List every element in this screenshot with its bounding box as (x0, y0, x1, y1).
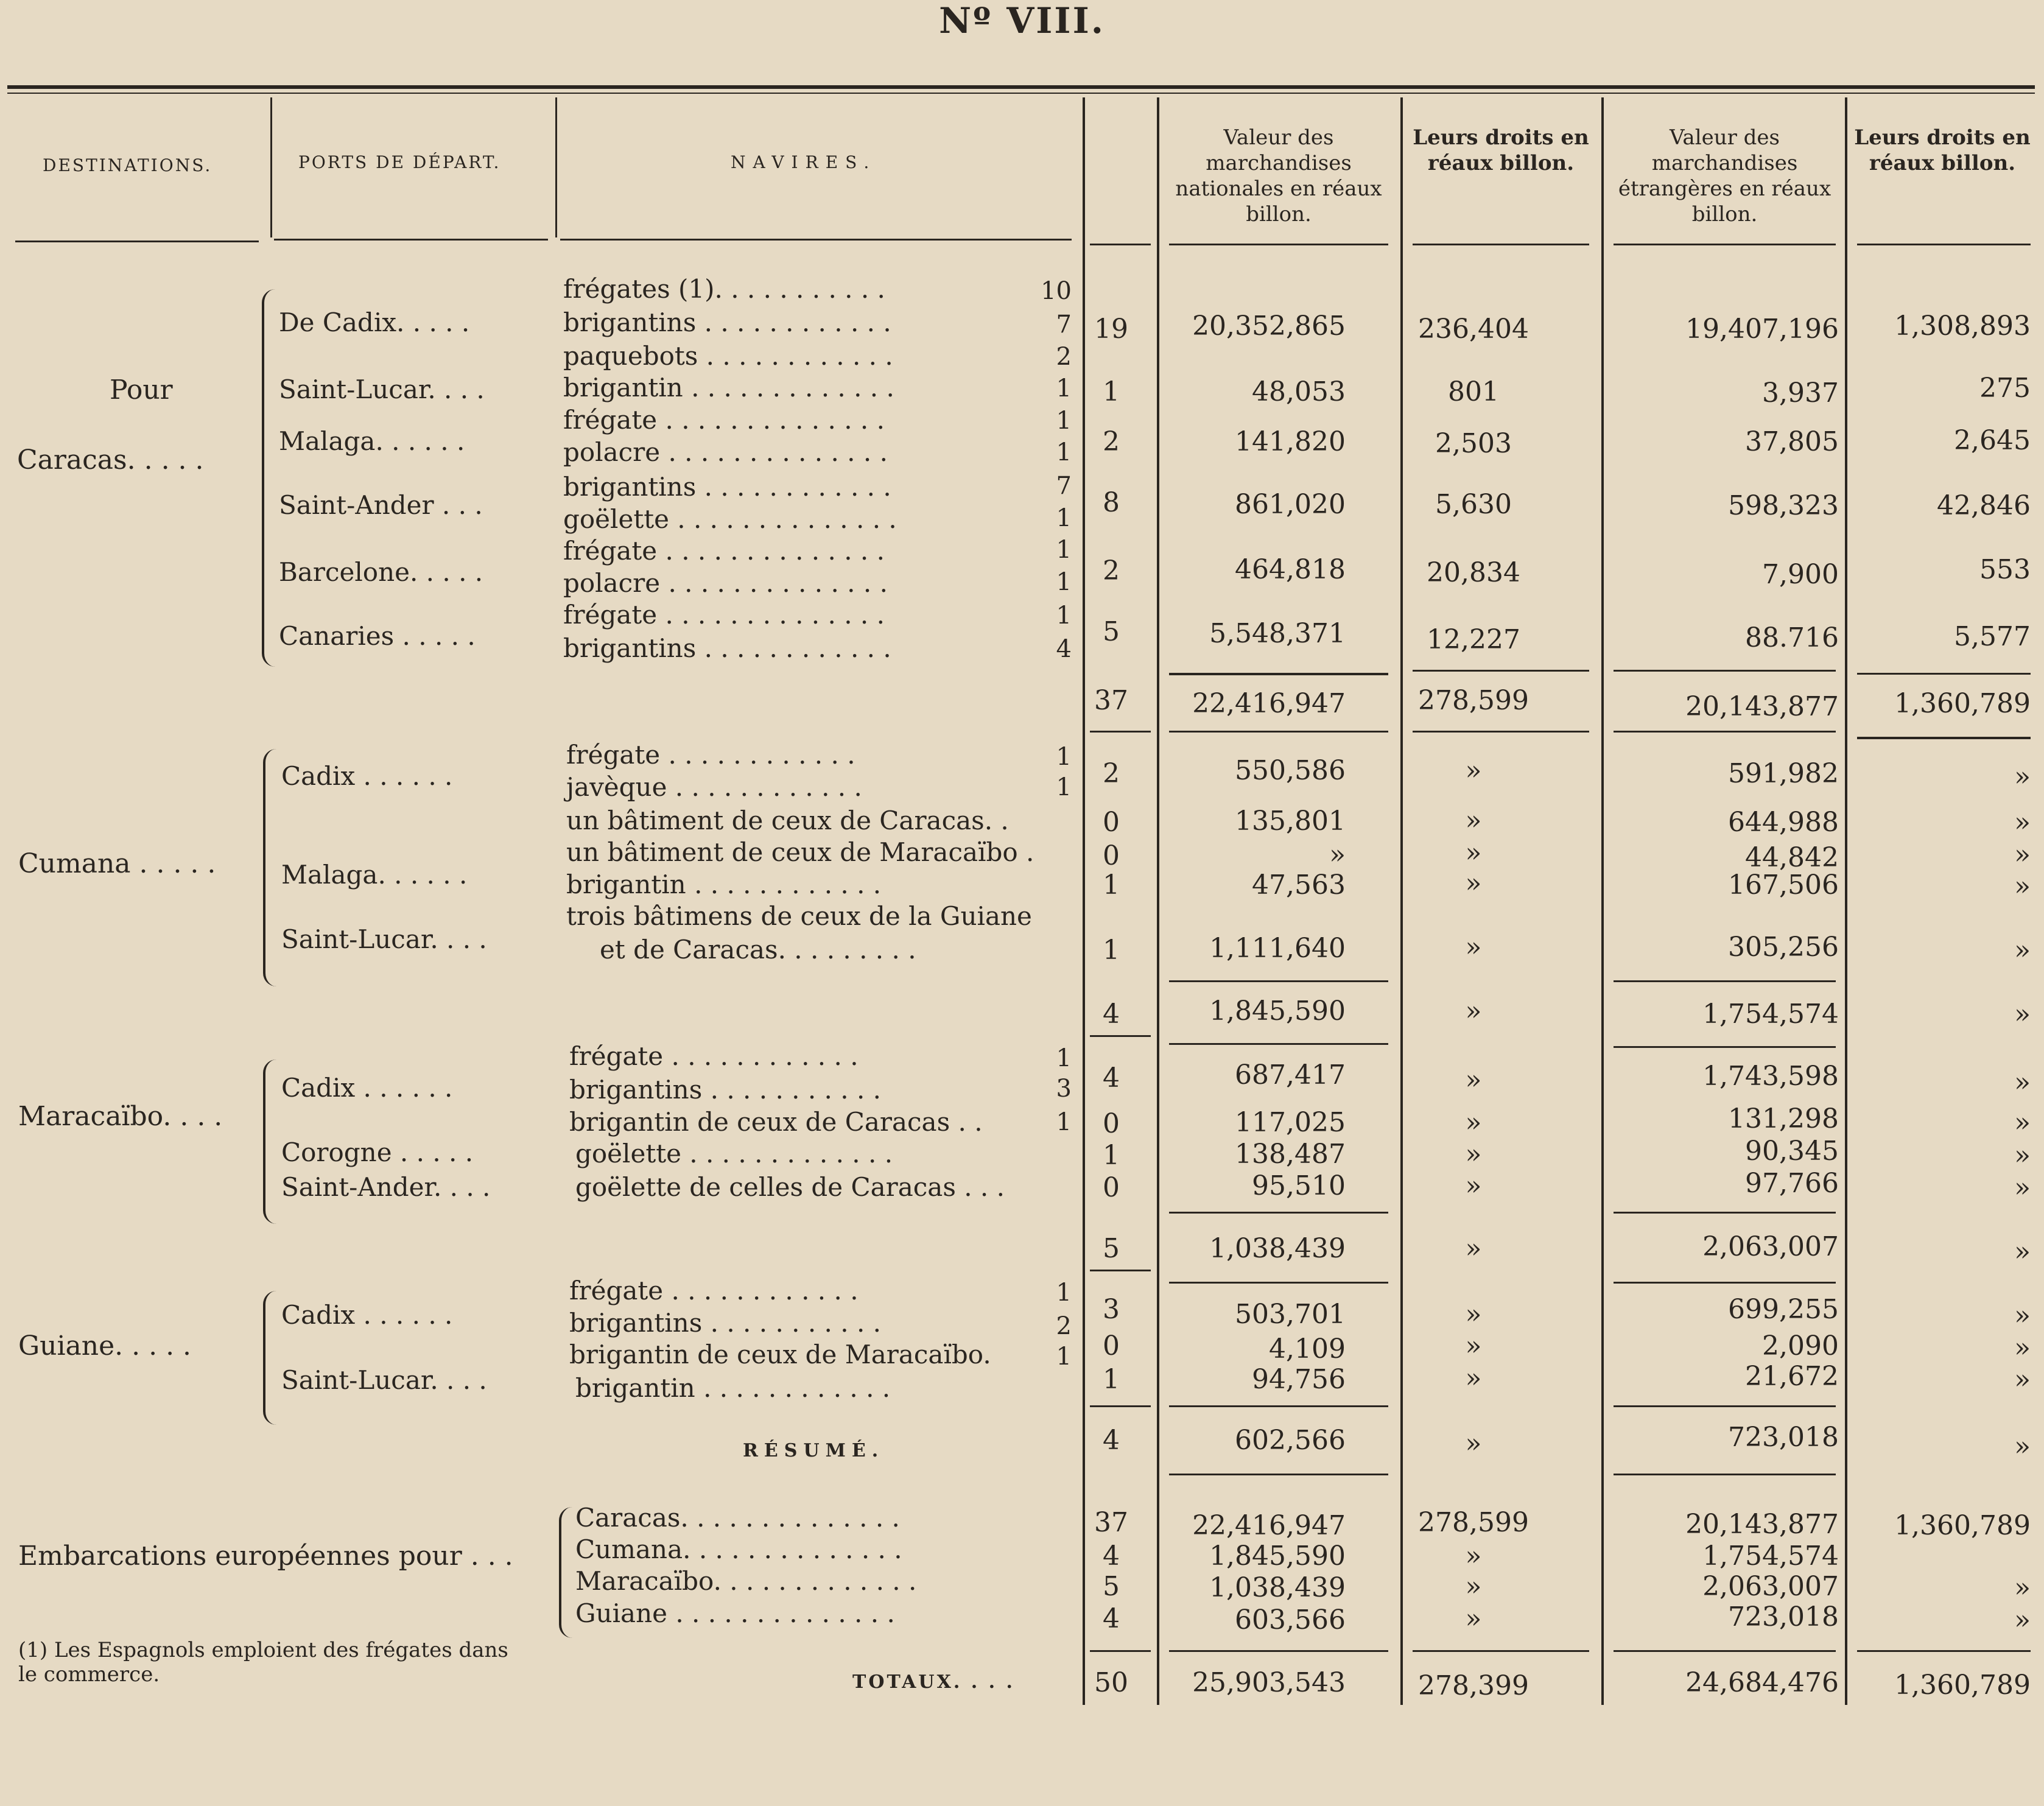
ship-count: 1 (1056, 743, 1072, 771)
cell-v2: 19,407,196 (1685, 314, 1839, 345)
cell-d1: 2,503 (1435, 428, 1512, 459)
ship: brigantins . . . . . . . . . . . . (563, 633, 891, 663)
cell-d2: » (2014, 935, 2031, 966)
cell-n: 1 (1103, 935, 1120, 966)
cell-d1: » (1465, 1064, 1482, 1095)
ship: brigantins . . . . . . . . . . . . (563, 472, 891, 502)
totaux-n: 50 (1094, 1667, 1128, 1698)
cell-v2: 37,805 (1745, 426, 1839, 457)
cell-d2: 42,846 (1937, 490, 2031, 521)
totaux-v1: 25,903,543 (1192, 1667, 1346, 1698)
port: Barcelone. . . . . (279, 557, 483, 587)
cell-v2: 305,256 (1728, 932, 1839, 963)
cell-v2: 2,063,007 (1702, 1571, 1839, 1602)
cell-d1: 12,227 (1427, 624, 1520, 655)
maracaibo-brace (263, 1059, 276, 1224)
cell-n: 2 (1103, 758, 1120, 789)
cell-v1: 95,510 (1252, 1170, 1346, 1201)
cell-n: 5 (1103, 1571, 1120, 1602)
subtotal-rule (1614, 980, 1836, 982)
top-rule-thin (7, 93, 2035, 94)
totals-rule (1090, 1650, 1151, 1652)
cell-v1: 22,416,947 (1192, 1510, 1346, 1541)
cell-d2: 2,645 (1954, 425, 2031, 456)
cell-d2: 5,577 (1954, 621, 2031, 652)
section-rule (1413, 731, 1589, 733)
top-rule (7, 85, 2035, 89)
ship: goëlette . . . . . . . . . . . . . (575, 1139, 893, 1168)
resume-item: Caracas. . . . . . . . . . . . . . (575, 1503, 900, 1533)
section-rule (1169, 1043, 1388, 1045)
cell-n: 4 (1103, 1541, 1120, 1572)
header-ports: PORTS DE DÉPART. (298, 152, 501, 172)
cell-d1: » (1465, 868, 1482, 899)
cell-n: 1 (1103, 870, 1120, 901)
ship-count: 7 (1056, 311, 1072, 339)
cell-n: 2 (1103, 426, 1120, 457)
footnote: (1) Les Espagnols emploient des frégates dans le commerce. (18, 1638, 508, 1687)
section-rule (1614, 1046, 1836, 1048)
subtotal-rule (1413, 670, 1589, 672)
cell-n: 0 (1103, 1172, 1120, 1203)
port: Cadix . . . . . . (281, 1300, 453, 1330)
subtotal-v1: 602,566 (1235, 1425, 1346, 1456)
cell-n: 3 (1103, 1294, 1120, 1325)
ship: frégate . . . . . . . . . . . . . . (563, 405, 885, 435)
col-divider (1601, 97, 1604, 1705)
ship: brigantins . . . . . . . . . . . (569, 1308, 881, 1338)
cell-d1: » (1465, 837, 1482, 868)
cell-v1: 5,548,371 (1209, 618, 1346, 649)
cell-n: 37 (1094, 1507, 1128, 1538)
resume-item: Guiane . . . . . . . . . . . . . . (575, 1598, 895, 1628)
cell-n: 1 (1103, 376, 1120, 407)
ship: brigantins . . . . . . . . . . . (569, 1075, 881, 1105)
cell-v1: 47,563 (1252, 870, 1346, 901)
totals-rule (1614, 1650, 1836, 1652)
col-divider (1845, 97, 1847, 1705)
subtotal-d1: » (1465, 1428, 1482, 1459)
port: Saint-Lucar. . . . (281, 1365, 487, 1395)
subtotal-d1: » (1465, 996, 1482, 1027)
subtotal-rule (1169, 1212, 1388, 1214)
subtotal-rule (1614, 670, 1836, 672)
cell-d2: » (2014, 1364, 2031, 1395)
ship: un bâtiment de ceux de Maracaïbo . (566, 837, 1034, 867)
cell-v1: 20,352,865 (1192, 311, 1346, 342)
cell-n: 2 (1103, 555, 1120, 586)
ship: un bâtiment de ceux de Caracas. . (566, 806, 1009, 835)
subtotal-v2: 723,018 (1728, 1422, 1839, 1453)
ship-count: 7 (1056, 472, 1072, 500)
dest-cumana: Cumana . . . . . (18, 848, 216, 879)
cell-n: 19 (1094, 314, 1128, 345)
cell-n: 0 (1103, 840, 1120, 871)
cell-n: 4 (1103, 1603, 1120, 1634)
ship: brigantin . . . . . . . . . . . . . (563, 373, 894, 402)
header-rule (1857, 244, 2031, 245)
cell-v1: 117,025 (1235, 1107, 1346, 1138)
ship: brigantin . . . . . . . . . . . . (575, 1373, 891, 1403)
subtotal-v1: 1,845,590 (1209, 996, 1346, 1027)
resume-item: Maracaïbo. . . . . . . . . . . . . (575, 1566, 917, 1596)
subtotal-rule (1169, 980, 1388, 982)
cell-d2: » (2014, 1572, 2031, 1603)
subtotal-d2: » (2014, 1431, 2031, 1462)
ship-count: 2 (1056, 1312, 1072, 1340)
cell-v2: 20,143,877 (1685, 1509, 1839, 1540)
cell-v1: 603,566 (1235, 1604, 1346, 1636)
port: Malaga. . . . . . (281, 860, 468, 890)
totaux-d1: 278,399 (1418, 1670, 1529, 1701)
header-navires: NAVIRES. (731, 152, 877, 172)
dest-caracas-pour: Pour (110, 374, 173, 406)
subtotal-rule (1857, 673, 2031, 675)
port: Cadix . . . . . . (281, 761, 453, 791)
header-rule (1614, 244, 1836, 245)
cell-d2: 1,360,789 (1894, 1510, 2031, 1541)
totals-rule (1857, 1650, 2031, 1652)
ship: frégates (1). . . . . . . . . . . (563, 274, 885, 304)
cell-d1: » (1465, 1363, 1482, 1394)
subtotal-v2: 20,143,877 (1685, 691, 1839, 722)
header-destinations: DESTINATIONS. (43, 155, 212, 175)
cell-v1: 1,038,439 (1209, 1572, 1346, 1603)
cumana-brace (263, 749, 276, 986)
cell-v1: 138,487 (1235, 1139, 1346, 1170)
dest-caracas: Caracas. . . . . (17, 444, 204, 476)
cell-v2: 131,298 (1728, 1103, 1839, 1134)
ship: goëlette de celles de Caracas . . . (575, 1172, 1005, 1202)
port: Saint-Ander . . . (279, 490, 483, 520)
subtotal-rule (1614, 1405, 1836, 1407)
cell-v2: 591,982 (1728, 758, 1839, 789)
cell-v2: 699,255 (1728, 1294, 1839, 1325)
page-title: Nº VIII. (939, 0, 1105, 41)
cell-v2: 90,345 (1745, 1136, 1839, 1167)
resume-label: Embarcations européennes pour . . . (18, 1541, 513, 1572)
cell-d2: » (2014, 1300, 2031, 1331)
cell-v2: 598,323 (1728, 490, 1839, 521)
guiane-brace (263, 1291, 276, 1425)
cell-d1: » (1465, 1603, 1482, 1634)
header-valeur-etrangeres: Valeur des marchandises étrangères en réaux billon. (1618, 125, 1832, 227)
subtotal-d2: 1,360,789 (1894, 688, 2031, 719)
section-rule (1169, 1282, 1388, 1284)
cell-d1: » (1465, 755, 1482, 786)
cell-v1: 687,417 (1235, 1059, 1346, 1091)
port: Saint-Lucar. . . . (279, 374, 485, 404)
cell-d2: 1,308,893 (1894, 311, 2031, 342)
ship: javèque . . . . . . . . . . . . (566, 772, 862, 802)
cell-v1: 4,109 (1269, 1333, 1346, 1365)
subtotal-d1: » (1465, 1233, 1482, 1264)
subtotal-v2: 1,754,574 (1702, 999, 1839, 1030)
ship: frégate . . . . . . . . . . . . (569, 1041, 859, 1071)
cell-v1: 94,756 (1252, 1364, 1346, 1395)
ship-count: 1 (1056, 374, 1072, 402)
port: Corogne . . . . . (281, 1137, 474, 1167)
ship-count: 1 (1056, 773, 1072, 801)
ship-count: 1 (1056, 1343, 1072, 1371)
cell-d1: » (1465, 1107, 1482, 1138)
subtotal-rule (1169, 1405, 1388, 1407)
resume-item: Cumana. . . . . . . . . . . . . . (575, 1534, 902, 1564)
cell-d2: » (2014, 1067, 2031, 1098)
ship: frégate . . . . . . . . . . . . . . (563, 600, 885, 630)
cell-v1: 1,111,640 (1209, 933, 1346, 964)
header-rule (15, 241, 259, 242)
cell-d1: » (1465, 1299, 1482, 1330)
port: Saint-Ander. . . . (281, 1172, 491, 1202)
cell-d2: 275 (1979, 373, 2031, 404)
cell-v2: 1,743,598 (1702, 1061, 1839, 1092)
ship: et de Caracas. . . . . . . . . (600, 935, 916, 964)
totaux-d2: 1,360,789 (1894, 1670, 2031, 1701)
ship: brigantin de ceux de Caracas . . (569, 1107, 983, 1137)
cell-n: 1 (1103, 1140, 1120, 1171)
cell-n: 1 (1103, 1364, 1120, 1395)
cell-v1: » (1329, 839, 1346, 870)
caracas-brace (262, 289, 275, 667)
subtotal-rule (1614, 1212, 1836, 1214)
cell-d2: » (2014, 871, 2031, 902)
header-valeur-nationales: Valeur des marchandises nationales en réaux billon. (1175, 125, 1382, 227)
section-rule (1614, 1474, 1836, 1475)
col-divider (1083, 97, 1085, 1705)
cell-n: 4 (1103, 1063, 1120, 1094)
cell-v1: 48,053 (1252, 376, 1346, 407)
cell-v2: 44,842 (1745, 842, 1839, 873)
cell-v1: 464,818 (1235, 554, 1346, 585)
subtotal-d2: » (2014, 1236, 2031, 1267)
ship-count: 1 (1056, 1044, 1072, 1072)
cell-d1: » (1465, 805, 1482, 836)
cell-v1: 550,586 (1235, 755, 1346, 786)
cell-d1: » (1465, 1170, 1482, 1201)
cell-d1: 801 (1448, 376, 1499, 407)
cell-v2: 21,672 (1745, 1361, 1839, 1392)
cell-v1: 135,801 (1235, 806, 1346, 837)
header-rule (1413, 244, 1589, 245)
subtotal-v2: 2,063,007 (1702, 1231, 1839, 1262)
cell-v1: 861,020 (1235, 489, 1346, 520)
ship-count: 4 (1056, 635, 1072, 663)
cell-d2: » (2014, 1172, 2031, 1203)
cell-d1: » (1465, 1541, 1482, 1572)
cell-n: 8 (1103, 487, 1120, 518)
cell-d2: » (2014, 1332, 2031, 1363)
ship-count: 1 (1056, 504, 1072, 532)
subtotal-rule (1090, 1405, 1151, 1407)
col-divider (555, 97, 557, 237)
ship-count: 10 (1041, 277, 1072, 305)
cell-d1: » (1465, 1330, 1482, 1362)
cell-v2: 88.716 (1745, 622, 1839, 653)
dest-guiane: Guiane. . . . . (18, 1330, 192, 1362)
port: Cadix . . . . . . (281, 1073, 453, 1103)
section-rule (1614, 731, 1836, 733)
cell-d1: 236,404 (1418, 314, 1529, 345)
cell-v2: 644,988 (1728, 807, 1839, 838)
section-rule (1614, 1282, 1836, 1284)
ship-count: 1 (1056, 568, 1072, 596)
dest-maracaibo: Maracaïbo. . . . (18, 1101, 223, 1132)
ship: goëlette . . . . . . . . . . . . . . (563, 504, 897, 534)
cell-d2: » (2014, 761, 2031, 792)
section-rule (1169, 731, 1388, 733)
subtotal-rule (1169, 673, 1388, 675)
subtotal-n: 4 (1103, 1425, 1120, 1456)
cell-d2: 553 (1979, 554, 2031, 585)
ship: frégate . . . . . . . . . . . . (566, 740, 855, 770)
cell-d2: » (2014, 1107, 2031, 1138)
cell-d1: 5,630 (1435, 489, 1512, 520)
cell-v2: 1,754,574 (1702, 1541, 1839, 1572)
ship: polacre . . . . . . . . . . . . . . (563, 568, 888, 598)
cell-d2: » (2014, 839, 2031, 870)
subtotal-v1: 22,416,947 (1192, 688, 1346, 719)
ship-count: 2 (1056, 343, 1072, 371)
cell-v2: 97,766 (1745, 1168, 1839, 1199)
ship: brigantin . . . . . . . . . . . . (566, 870, 882, 899)
cell-n: 5 (1103, 616, 1120, 647)
section-rule (1090, 731, 1151, 733)
section-rule (1090, 1035, 1151, 1037)
subtotal-n: 4 (1103, 999, 1120, 1030)
header-droits-nationales: Leurs droits en réaux billon. (1413, 125, 1589, 175)
cell-d2: » (2014, 807, 2031, 838)
cell-d2: » (2014, 1140, 2031, 1171)
section-rule (1169, 1474, 1388, 1475)
cell-v2: 3,937 (1762, 378, 1839, 409)
ship: frégate . . . . . . . . . . . . (569, 1276, 859, 1305)
ship-count: 1 (1056, 438, 1072, 466)
cell-n: 0 (1103, 1108, 1120, 1139)
ship: brigantin de ceux de Maracaïbo. (569, 1340, 991, 1369)
cell-d2: » (2014, 1604, 2031, 1636)
cell-d1: » (1465, 1139, 1482, 1170)
totaux-label: TOTAUX. . . . (852, 1671, 1015, 1693)
cell-d1: 20,834 (1427, 557, 1520, 588)
col-divider (270, 97, 272, 237)
cell-n: 0 (1103, 807, 1120, 838)
section-rule (1857, 737, 2031, 739)
totals-rule (1413, 1650, 1589, 1652)
cell-v2: 723,018 (1728, 1601, 1839, 1632)
cell-v1: 1,845,590 (1209, 1541, 1346, 1572)
cell-d1: » (1465, 932, 1482, 963)
cell-d1: » (1465, 1571, 1482, 1602)
subtotal-d1: 278,599 (1418, 685, 1529, 716)
ship-count: 1 (1056, 1108, 1072, 1136)
port: Malaga. . . . . . (279, 426, 465, 456)
cell-d1: 278,599 (1418, 1507, 1529, 1538)
port: De Cadix. . . . . (279, 307, 470, 337)
ship: polacre . . . . . . . . . . . . . . (563, 437, 888, 467)
ship-count: 1 (1056, 407, 1072, 435)
cell-v1: 141,820 (1235, 426, 1346, 457)
subtotal-d2: » (2014, 999, 2031, 1030)
ship: frégate . . . . . . . . . . . . . . (563, 536, 885, 566)
section-rule (1090, 1270, 1151, 1271)
ship: paquebots . . . . . . . . . . . . (563, 341, 893, 371)
cell-v2: 167,506 (1728, 870, 1839, 901)
cell-v2: 7,900 (1762, 559, 1839, 590)
subtotal-n: 37 (1094, 685, 1128, 716)
header-rule (274, 239, 548, 241)
ship: brigantins . . . . . . . . . . . . (563, 307, 891, 337)
subtotal-v1: 1,038,439 (1209, 1233, 1346, 1264)
header-rule (560, 239, 1072, 241)
header-droits-etrangeres: Leurs droits en réaux billon. (1854, 125, 2031, 175)
subtotal-n: 5 (1103, 1233, 1120, 1264)
header-rule (1169, 244, 1388, 245)
resume-brace (559, 1507, 572, 1638)
port: Canaries . . . . . (279, 621, 476, 651)
ship-count: 3 (1056, 1075, 1072, 1103)
cell-v2: 2,090 (1762, 1330, 1839, 1362)
cell-v1: 503,701 (1235, 1299, 1346, 1330)
header-rule (1090, 244, 1151, 245)
totaux-v2: 24,684,476 (1685, 1667, 1839, 1698)
resume-title: RÉSUMÉ. (743, 1440, 885, 1461)
ship-count: 1 (1056, 1279, 1072, 1307)
port: Saint-Lucar. . . . (281, 924, 487, 954)
cell-n: 0 (1103, 1330, 1120, 1362)
ship: trois bâtimens de ceux de la Guiane (566, 901, 1032, 931)
totals-rule (1169, 1650, 1388, 1652)
ship-count: 1 (1056, 536, 1072, 564)
ship-count: 1 (1056, 602, 1072, 630)
